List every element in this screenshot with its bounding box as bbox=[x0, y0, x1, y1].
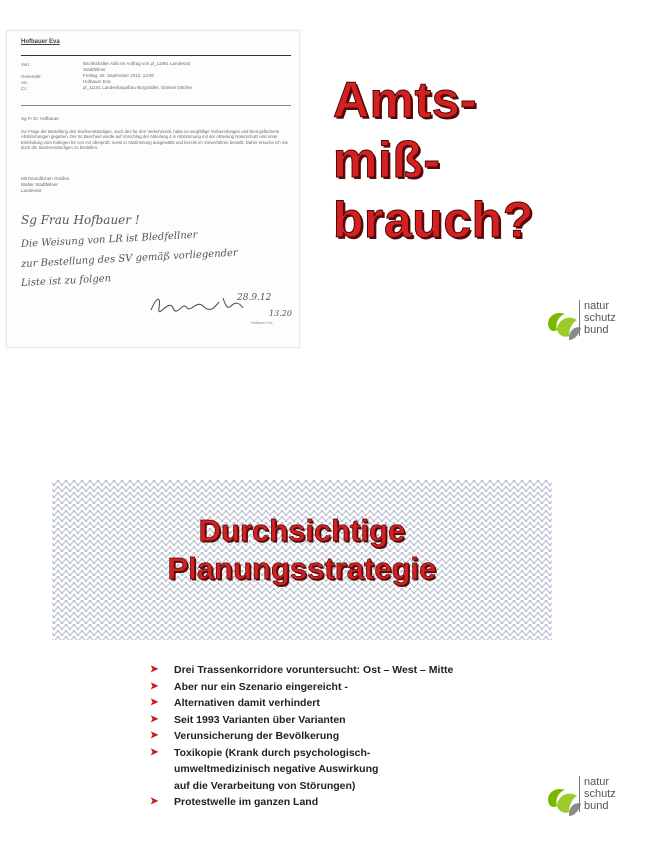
bullet-list bbox=[150, 662, 453, 811]
doc-body-text: zur Frage der Bestellung des Sachverständigen, auch des für den Verkehrssek. hatte es sorgfältige Vorbereitungen und breit gefächerte Abstimmungen gegeben. Der 5c Bescheid wurde auf Vorschlag der Abteilung 4 in Abstimmung mit der Abteilung Naturschutz und unter Einbindung vom Kollegen für von mir überprüft, sonst in Abstimmung ausgewählt und bereits im Vorverfahren bestellt. Daher ersuche ich Sie doch die Sachverständigen zu bestellen. bbox=[21, 129, 289, 151]
doc-meta-row: Von: Bezirkshalter Adlo Im Auftrag von pl_11901 Landesrat bbox=[21, 61, 190, 67]
scanned-email-document bbox=[6, 30, 300, 348]
slide-heading-planungsstrategie bbox=[52, 512, 552, 588]
slide-amtsmissbrauch bbox=[0, 0, 648, 420]
arrow-bullet-icon: ➤ bbox=[150, 697, 159, 708]
heading-line: Durchsichtige bbox=[198, 513, 406, 548]
title-line: Amts- bbox=[333, 72, 478, 128]
doc-meta-row: An: Hofbauer Eva bbox=[21, 79, 111, 85]
arrow-bullet-icon: ➤ bbox=[150, 730, 159, 741]
doc-sender: Hofbauer Eva bbox=[21, 39, 60, 45]
list-item: ➤ Seit 1993 Varianten über Varianten bbox=[150, 712, 453, 729]
handwritten-line: zur Bestellung des SV gemäß vorliegender bbox=[20, 247, 238, 270]
list-item: ➤ Alternativen damit verhindert bbox=[150, 695, 453, 712]
arrow-bullet-icon: ➤ bbox=[150, 664, 159, 675]
logo-wordmark: natur schutz bund bbox=[579, 776, 616, 812]
arrow-bullet-icon: ➤ bbox=[150, 680, 159, 692]
doc-divider bbox=[21, 105, 291, 106]
handwritten-line: Die Weisung von LR ist Bledfellner bbox=[20, 229, 198, 250]
doc-meta-row: Gesendet: Freitag, 28. September 2012, 13:00 bbox=[21, 73, 155, 79]
naturschutzbund-leaf-icon bbox=[543, 306, 583, 344]
handwritten-line: Sg Frau Hofbauer ! bbox=[21, 213, 140, 227]
handwritten-date: 28.9.12 bbox=[237, 293, 272, 303]
doc-meta-row: Stadtfellner bbox=[83, 67, 106, 72]
slide-title-amtsmissbrauch bbox=[333, 70, 534, 250]
title-line: miß- bbox=[333, 132, 441, 188]
list-item: ➤ Verunsicherung der Bevölkerung bbox=[150, 728, 453, 745]
doc-meta-row: Cc: pl_11101 Landeshauptfrau Burgstaller, Glassel Ottoher bbox=[21, 85, 193, 91]
title-line: brauch? bbox=[333, 192, 534, 248]
handwritten-line: Liste ist zu folgen bbox=[20, 273, 112, 289]
handwritten-signature bbox=[147, 294, 247, 316]
doc-salutation: Sg Fr Dr. Hofbauer, bbox=[21, 116, 60, 121]
handwritten-time: 13.20 bbox=[269, 309, 292, 318]
arrow-bullet-icon: ➤ bbox=[150, 713, 159, 725]
list-item: ➤ Drei Trassenkorridore voruntersucht: Ost – West – Mitte bbox=[150, 662, 453, 679]
heading-line: Planungsstrategie bbox=[167, 551, 437, 586]
naturschutzbund-logo bbox=[543, 300, 631, 350]
logo-wordmark: natur schutz bund bbox=[579, 300, 616, 336]
arrow-bullet-icon: ➤ bbox=[150, 746, 159, 758]
doc-closing: Mit freundlichen Grüßen Walter Stadtfellner Landesrat bbox=[21, 176, 70, 193]
list-item: ➤ Aber nur ein Szenario eingereicht - bbox=[150, 679, 453, 696]
naturschutzbund-logo bbox=[543, 776, 631, 826]
list-item: ➤ Protestwelle im ganzen Land bbox=[150, 794, 453, 811]
list-item: ➤ Toxikopie (Krank durch psychologisch- umweltmedizinisch negative Auswirkung auf die Verarbeitung von Störungen) bbox=[150, 746, 379, 792]
doc-stamp: Hofbauer Eva bbox=[251, 321, 273, 325]
doc-header-rule bbox=[21, 55, 291, 56]
arrow-bullet-icon: ➤ bbox=[150, 796, 159, 807]
naturschutzbund-leaf-icon bbox=[543, 782, 583, 820]
